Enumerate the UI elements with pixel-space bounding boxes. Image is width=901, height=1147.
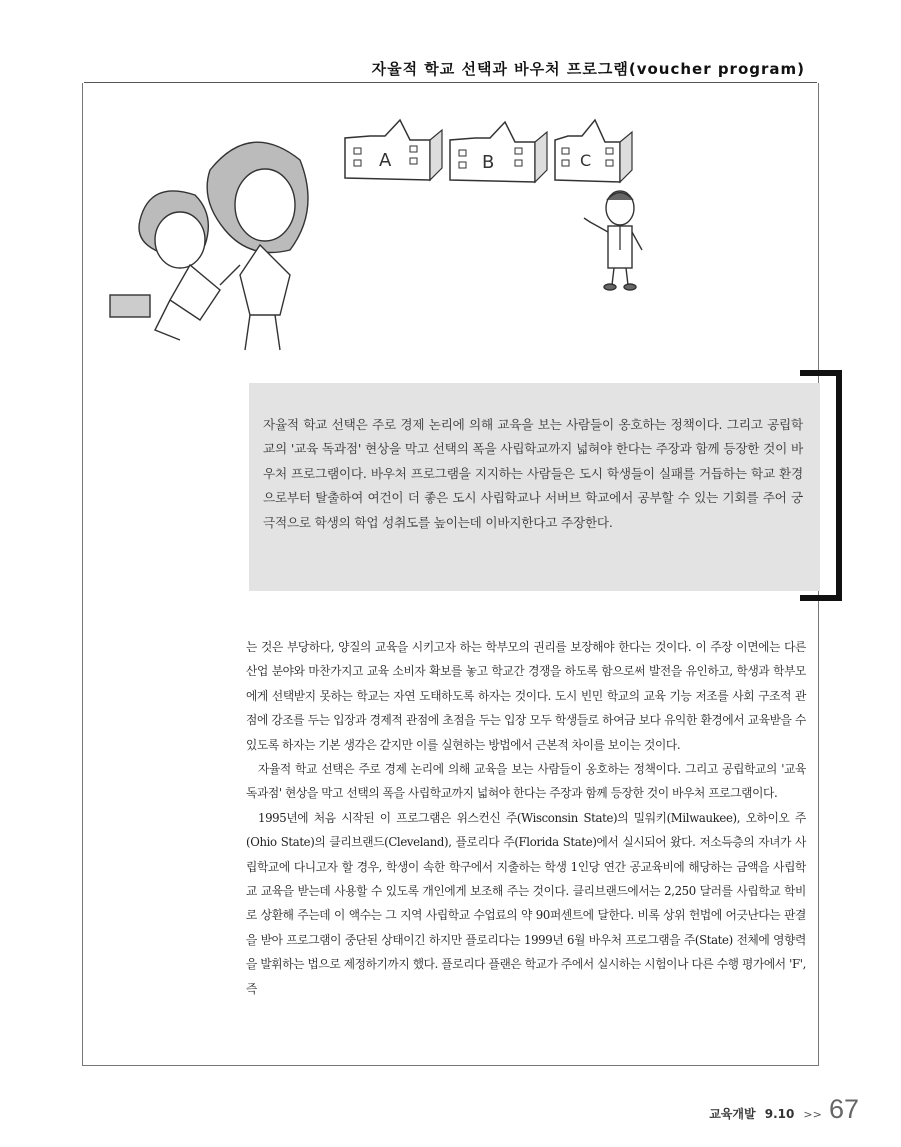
building-label-a: A	[379, 150, 392, 171]
cartoon-illustration	[100, 100, 660, 370]
body-paragraph-3: 1995년에 처음 시작된 이 프로그램은 위스컨신 주(Wisconsin State)의 밀워키(Milwaukee), 오하이오 주(Ohio State)의 클리브랜드(Cleveland), 플로리다 주(Florida State)에서 실시되어 왔다. 저소득층의 자녀가 사립학교에 다니고자 할 경우, 학생이 속한 학구에서 지출하는 학생 1인당 연간 공교육비에 해당하는 금액을 사립학교 교육을 받는데 사용할 수 있도록 개인에게 보조해 주는 것이다. 클리브랜드에서는 2,250 달러를 사립학교 학비로 상환해 주는데 이 액수는 그 지역 사립학교 수업료의 약 90퍼센트에 달한다. 비록 상위 헌법에 어긋난다는 판결을 받아 프로그램이 중단된 상태이긴 하지만 플로리다는 1999년 6월 바우처 프로그램을 주(State) 전체에 영향력을 발휘하는 법으로 제정하기까지 했다. 플로리다 플랜은 학교가 주에서 실시하는 시험이나 다른 수행 평가에서 'F', 즉	[246, 810, 806, 996]
body-text	[246, 635, 806, 1001]
running-header-title: 자율적 학교 선택과 바우처 프로그램(voucher program)	[371, 60, 805, 78]
building-label-c: C	[580, 151, 592, 170]
summary-callout-box	[249, 383, 820, 591]
building-label-b: B	[482, 152, 495, 173]
footer-issue: 9.10	[764, 1107, 795, 1121]
school-building-c	[555, 120, 632, 182]
page-footer	[709, 1094, 859, 1125]
boy-figure	[110, 191, 220, 340]
footer-arrows: >>	[803, 1108, 822, 1121]
callout-bracket	[800, 370, 842, 601]
body-paragraph-2: 자율적 학교 선택은 주로 경제 논리에 의해 교육을 보는 사람들이 옹호하는 정책이다. 그리고 공립학교의 '교육 독과점' 현상을 막고 선택의 폭을 사립학교까지 넓혀야 한다는 주장과 함께 등장한 것이 바우처 프로그램이다.	[246, 762, 806, 801]
callout-text: 자율적 학교 선택은 주로 경제 논리에 의해 교육을 보는 사람들이 옹호하는 정책이다. 그리고 공립학교의 '교육 독과점' 현상을 막고 선택의 폭을 사립학교까지 넓혀야 한다는 주장과 함께 등장한 것이 바우처 프로그램이다. 바우처 프로그램을 지지하는 사람들은 도시 학생들이 실패를 거듭하는 학교 환경으로부터 탈출하여 여건이 더 좋은 도시 사립학교나 서버브 학교에서 공부할 수 있는 기회를 주어 궁극적으로 학생의 학업 성취도를 높이는데 이바지한다고 주장한다.	[263, 417, 803, 530]
woman-figure	[207, 142, 308, 350]
school-building-b	[450, 122, 547, 182]
page-number: 67	[828, 1094, 859, 1124]
man-figure	[584, 191, 642, 290]
school-building-a	[345, 120, 442, 180]
footer-magazine-name: 교육개발	[709, 1107, 756, 1121]
body-paragraph-1: 는 것은 부당하다, 양질의 교육을 시키고자 하는 학부모의 권리를 보장해야 한다는 것이다. 이 주장 이면에는 다른 산업 분야와 마찬가지고 교육 소비자 확보를 놓고 학교간 경쟁을 하도록 함으로써 발전을 유인하고, 학생과 학부모에게 선택받지 못하는 학교는 자연 도태하도록 하자는 것이다. 도시 빈민 학교의 교육 기능 저조를 사회 구조적 관점에 강조를 두는 입장과 경제적 관점에 초점을 두는 입장 모두 학생들로 하여금 보다 유익한 환경에서 교육받을 수 있도록 하자는 기본 생각은 같지만 이를 실현하는 방법에서 근본적 차이를 보이는 것이다.	[246, 640, 806, 752]
